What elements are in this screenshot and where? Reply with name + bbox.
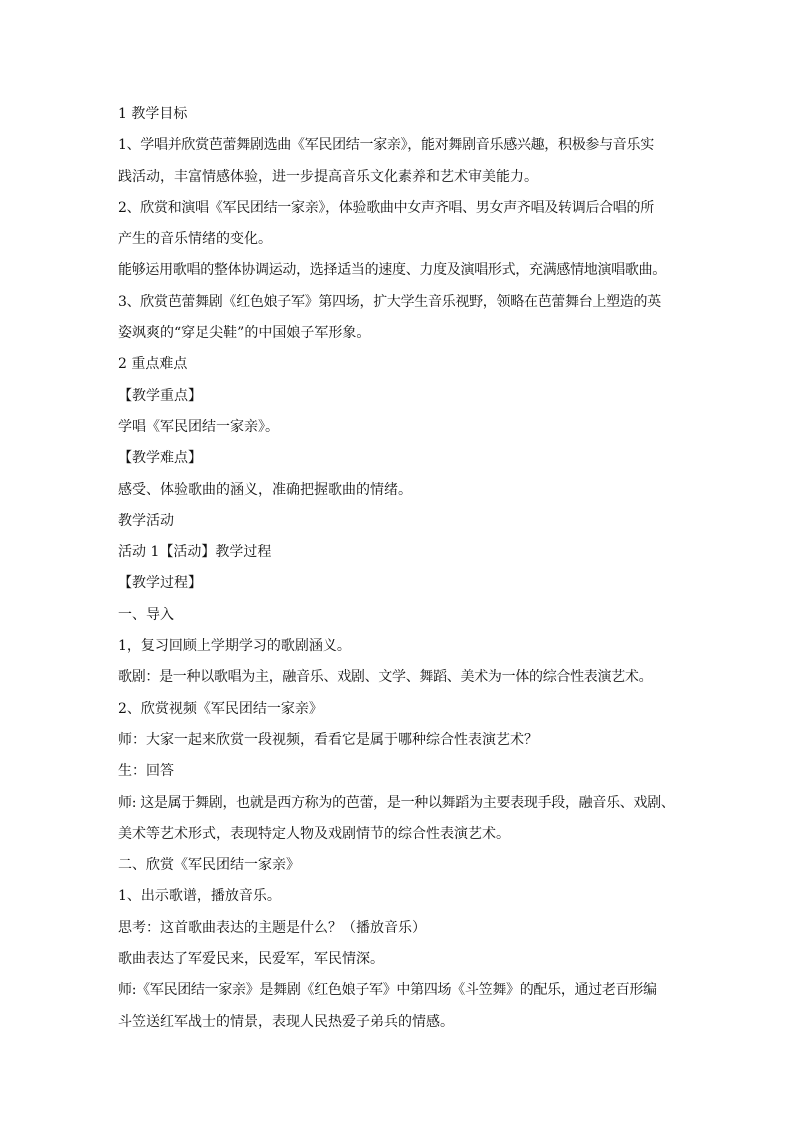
section-heading-key-points: 2 重点难点 (118, 356, 188, 373)
paragraph-line: 思考：这首歌曲表达的主题是什么？（播放音乐） (118, 919, 426, 936)
paragraph-line: 1、学唱并欣赏芭蕾舞剧选曲《军民团结一家亲》，能对舞剧音乐感兴趣，积极参与音乐实 (118, 137, 654, 154)
paragraph-line: 1，复习回顾上学期学习的歌剧涵义。 (118, 638, 351, 655)
paragraph-line: 姿飒爽的“穿足尖鞋”的中国娘子军形象。 (118, 325, 371, 342)
step-heading-appreciation: 二、欣赏《军民团结一家亲》 (118, 857, 300, 874)
paragraph-line: 生：回答 (118, 763, 174, 780)
step-heading-intro: 一、导入 (118, 606, 174, 623)
paragraph-line: 践活动，丰富情感体验，进一步提高音乐文化素养和艺术审美能力。 (118, 168, 538, 185)
paragraph-line: 2、欣赏和演唱《军民团结一家亲》，体验歌曲中女声齐唱、男女声齐唱及转调后合唱的所 (118, 199, 654, 216)
section-heading-objectives: 1 教学目标 (118, 106, 188, 122)
paragraph-line: 师：大家一起来欣赏一段视频，看看它是属于哪种综合性表演艺术？ (118, 731, 538, 748)
section-heading-activities: 教学活动 (118, 512, 174, 529)
paragraph-line: 歌剧：是一种以歌唱为主，融音乐、戏剧、文学、舞蹈、美术为一体的综合性表演艺术。 (118, 669, 653, 686)
paragraph-line: 3、欣赏芭蕾舞剧《红色娘子军》第四场，扩大学生音乐视野，领略在芭蕾舞台上塑造的英 (118, 293, 661, 310)
subheading-process: 【教学过程】 (118, 575, 202, 592)
paragraph-line: 能够运用歌唱的整体协调运动，选择适当的速度、力度及演唱形式，充满感情地演唱歌曲。 (118, 262, 666, 279)
paragraph-line: 美术等艺术形式，表现特定人物及戏剧情节的综合性表演艺术。 (118, 825, 510, 842)
subheading-focus: 【教学重点】 (118, 387, 202, 404)
subheading-difficulty: 【教学难点】 (118, 450, 202, 467)
activity-heading: 活动 1【活动】教学过程 (118, 544, 272, 561)
paragraph-line: 师:《军民团结一家亲》是舞剧《红色娘子军》中第四场《斗笠舞》的配乐，通过老百形编 (118, 982, 657, 999)
paragraph-line: 产生的音乐情绪的变化。 (118, 231, 272, 248)
document-body (118, 99, 684, 1038)
paragraph-line: 歌曲表达了军爱民来，民爱军，军民情深。 (118, 951, 384, 968)
paragraph-line: 师: 这是属于舞剧，也就是西方称为的芭蕾，是一种以舞蹈为主要表现手段，融音乐、戏剧、 (118, 794, 675, 811)
paragraph-line: 学唱《军民团结一家亲》。 (118, 418, 279, 435)
paragraph-line: 感受、体验歌曲的涵义，准确把握歌曲的情绪。 (118, 481, 412, 498)
paragraph-line: 1、出示歌谱，播放音乐。 (118, 888, 281, 905)
paragraph-line: 斗笠送红军战士的情景，表现人民热爱子弟兵的情感。 (118, 1013, 454, 1030)
paragraph-line: 2、欣赏视频《军民团结一家亲》 (118, 700, 323, 717)
